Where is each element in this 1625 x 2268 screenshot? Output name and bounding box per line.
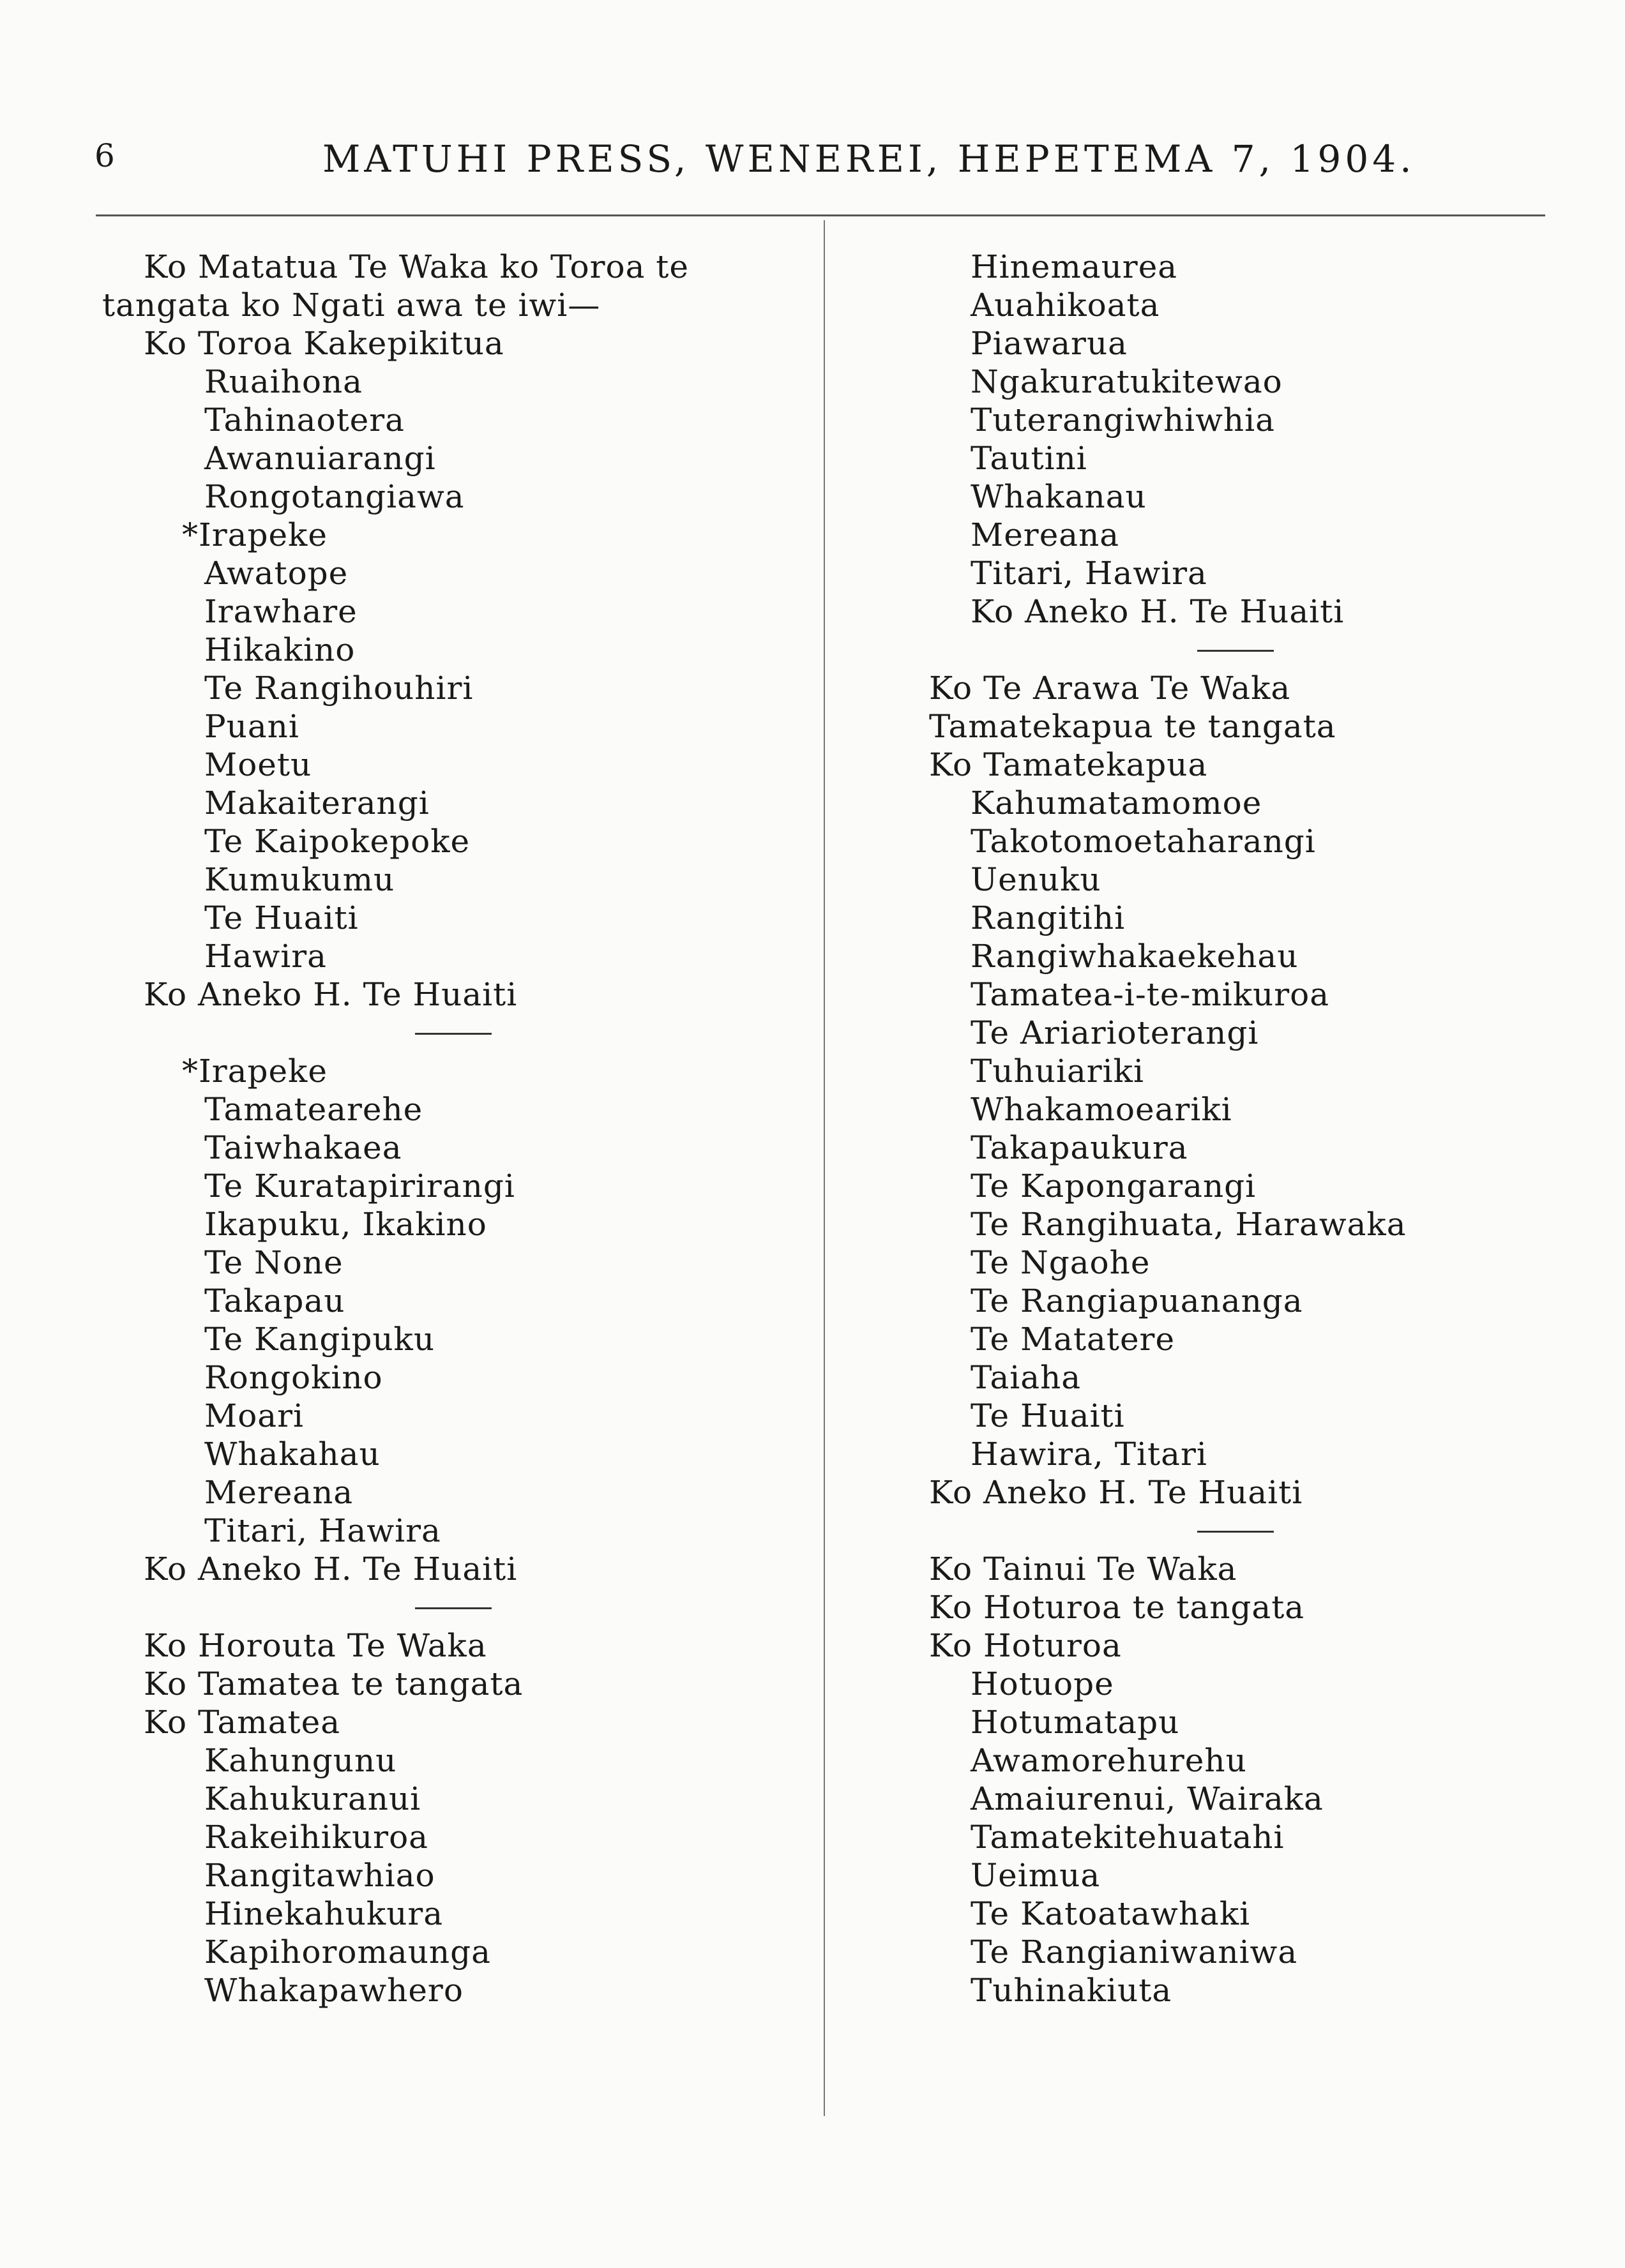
genealogy-line: Ko Matatua Te Waka ko Toroa te	[144, 248, 689, 285]
genealogy-line: Ueimua	[971, 1857, 1101, 1894]
genealogy-line: Ikapuku, Ikakino	[204, 1206, 487, 1243]
genealogy-line: Tuhinakiuta	[971, 1972, 1172, 2009]
genealogy-line: Ko Tamatea te tangata	[144, 1665, 524, 1702]
genealogy-line: Makaiterangi	[204, 785, 430, 822]
genealogy-line: Rangiwhakaekehau	[971, 938, 1299, 975]
genealogy-line: Takapaukura	[971, 1129, 1188, 1166]
header-rule	[96, 214, 1545, 216]
genealogy-line: Hinemaurea	[971, 248, 1178, 285]
genealogy-line: Te None	[204, 1244, 344, 1281]
genealogy-line: Te Katoatawhaki	[971, 1895, 1251, 1932]
genealogy-line: Te Rangiapuananga	[971, 1282, 1303, 1319]
genealogy-line: Mereana	[971, 516, 1120, 553]
genealogy-line: Tamatea-i-te-mikuroa	[971, 976, 1330, 1013]
genealogy-line: Ko Te Arawa Te Waka	[929, 670, 1291, 707]
genealogy-line: Uenuku	[971, 861, 1101, 898]
genealogy-line: Rakeihikuroa	[204, 1819, 428, 1856]
genealogy-line: Whakamoeariki	[971, 1091, 1232, 1128]
genealogy-line: Ko Horouta Te Waka	[144, 1627, 487, 1664]
genealogy-line: Tamatearehe	[204, 1091, 423, 1128]
genealogy-line: Takapau	[204, 1282, 345, 1319]
genealogy-line: Piawarua	[971, 325, 1128, 362]
genealogy-line: Ko Aneko H. Te Huaiti	[144, 976, 518, 1013]
genealogy-line: Rongokino	[204, 1359, 383, 1396]
genealogy-line: Te Huaiti	[971, 1397, 1125, 1434]
genealogy-line: Whakanau	[971, 478, 1147, 515]
genealogy-line: Tamatekapua te tangata	[929, 708, 1336, 745]
genealogy-line: Ko Tamatekapua	[929, 746, 1208, 783]
genealogy-line: Ruaihona	[204, 363, 363, 400]
genealogy-line: Ngakuratukitewao	[971, 363, 1283, 400]
genealogy-line: Ko Aneko H. Te Huaiti	[971, 593, 1345, 630]
genealogy-line: Tahinaotera	[204, 402, 405, 439]
genealogy-line: Awatope	[204, 555, 349, 592]
genealogy-line: Tuhuiariki	[971, 1053, 1144, 1090]
genealogy-line: Te Kapongarangi	[971, 1168, 1257, 1205]
left-column	[102, 248, 805, 2009]
genealogy-line: Te Rangianiwaniwa	[971, 1934, 1298, 1971]
genealogy-line: Hotuope	[971, 1665, 1114, 1702]
genealogy-line: Rangitihi	[971, 899, 1126, 936]
genealogy-line: Moari	[204, 1397, 305, 1434]
genealogy-line: Ko Hoturoa te tangata	[929, 1589, 1305, 1626]
genealogy-line: Tamatekitehuatahi	[971, 1819, 1285, 1856]
genealogy-line: Ko Hoturoa	[929, 1627, 1122, 1664]
genealogy-line: Puani	[204, 708, 299, 745]
section-separator	[102, 1014, 805, 1052]
genealogy-line: Ko Tamatea	[144, 1704, 340, 1741]
genealogy-line: Rangitawhiao	[204, 1857, 435, 1894]
genealogy-line: Takotomoetaharangi	[971, 823, 1316, 860]
section-separator	[929, 1512, 1568, 1550]
genealogy-line: Te Matatere	[971, 1321, 1175, 1358]
genealogy-line: *Irapeke	[182, 516, 328, 553]
genealogy-line: Kahungunu	[204, 1742, 397, 1779]
genealogy-line: Irawhare	[204, 593, 358, 630]
genealogy-line: Hawira, Titari	[971, 1436, 1207, 1473]
genealogy-line: Te Huaiti	[204, 899, 359, 936]
genealogy-line: Tuterangiwhiwhia	[971, 402, 1275, 439]
page-number: 6	[94, 137, 116, 174]
section-separator	[929, 631, 1568, 669]
genealogy-line: Hawira	[204, 938, 327, 975]
genealogy-line: Ko Toroa Kakepikitua	[144, 325, 504, 362]
genealogy-line: Hotumatapu	[971, 1704, 1180, 1741]
genealogy-line: Kahukuranui	[204, 1780, 421, 1817]
genealogy-line: Hinekahukura	[204, 1895, 444, 1932]
genealogy-line: Te Rangihouhiri	[204, 670, 474, 707]
genealogy-line: Tautini	[971, 440, 1087, 477]
genealogy-line: Kapihoromaunga	[204, 1934, 491, 1971]
genealogy-line: Amaiurenui, Wairaka	[971, 1780, 1324, 1817]
genealogy-line: Te Ariarioterangi	[971, 1014, 1259, 1051]
genealogy-line: Te Ngaohe	[971, 1244, 1151, 1281]
genealogy-line: Ko Aneko H. Te Huaiti	[144, 1551, 518, 1588]
genealogy-line: Whakahau	[204, 1436, 381, 1473]
genealogy-line: Te Kaipokepoke	[204, 823, 471, 860]
genealogy-line: Hikakino	[204, 631, 356, 668]
genealogy-line: Te Kuratapirirangi	[204, 1168, 515, 1205]
genealogy-line: Auahikoata	[971, 287, 1160, 324]
section-separator	[102, 1588, 805, 1626]
genealogy-line: Taiwhakaea	[204, 1129, 402, 1166]
genealogy-line: Te Rangihuata, Harawaka	[971, 1206, 1407, 1243]
page-header	[0, 137, 1625, 188]
right-column	[929, 248, 1568, 2009]
genealogy-line: tangata ko Ngati awa te iwi—	[102, 287, 601, 324]
genealogy-line: Mereana	[204, 1474, 354, 1511]
genealogy-line: Ko Tainui Te Waka	[929, 1551, 1237, 1588]
genealogy-line: Titari, Hawira	[971, 555, 1207, 592]
genealogy-line: Taiaha	[971, 1359, 1082, 1396]
genealogy-line: Rongotangiawa	[204, 478, 465, 515]
genealogy-line: *Irapeke	[182, 1053, 328, 1090]
genealogy-line: Awamorehurehu	[971, 1742, 1247, 1779]
genealogy-line: Whakapawhero	[204, 1972, 464, 2009]
column-divider	[824, 220, 825, 2116]
genealogy-line: Kahumatamomoe	[971, 785, 1262, 822]
genealogy-line: Kumukumu	[204, 861, 395, 898]
genealogy-line: Moetu	[204, 746, 312, 783]
running-head: MATUHI PRESS, WENEREI, HEPETEMA 7, 1904.	[322, 137, 1416, 181]
genealogy-line: Te Kangipuku	[204, 1321, 435, 1358]
genealogy-line: Awanuiarangi	[204, 440, 436, 477]
genealogy-line: Ko Aneko H. Te Huaiti	[929, 1474, 1303, 1511]
genealogy-line: Titari, Hawira	[204, 1512, 441, 1549]
